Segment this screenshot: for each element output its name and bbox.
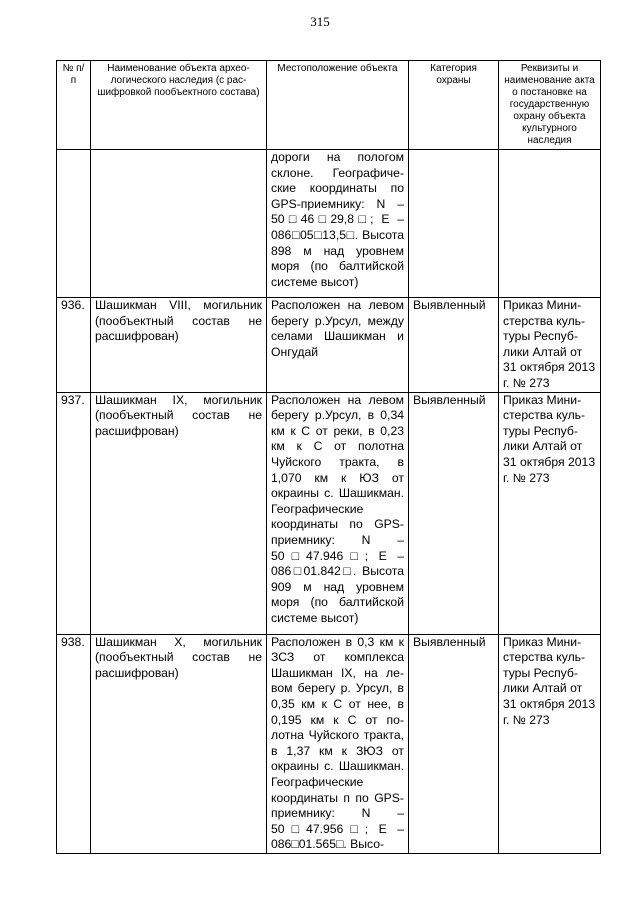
row-object-name: Шашикман X, могильник (пообъектный состав не расшифрован) <box>91 634 267 853</box>
row-act: Приказ Министерства культуры Республики Алтай от 31 октября 2013 г. № 273 <box>499 298 601 393</box>
header-object-name: Наименование объекта археологического наследия (с расшифровкой пообъектного состава) <box>91 61 267 150</box>
row-act: Приказ Министерства культуры Республики Алтай от 31 октября 2013 г. № 273 <box>499 392 601 634</box>
header-act: Реквизиты и наименование акта о постановке на государственную охрану объекта культурного наследия <box>499 61 601 150</box>
row-location: Расположен на левом берегу р.Урсул, между селами Шашикман и Онгудай <box>267 298 409 393</box>
row-num: 936. <box>57 298 91 393</box>
row-category: Выявленный <box>409 298 499 393</box>
header-num: № п/п <box>57 61 91 150</box>
row-object-name: Шашикман IX, могильник (пообъектный состав не расшифрован) <box>91 392 267 634</box>
header-location: Местоположение объекта <box>267 61 409 150</box>
row-object-name <box>91 150 267 298</box>
page-number: 315 <box>310 14 330 29</box>
row-object-name: Шашикман VIII, могильник (пообъектный состав не расшифрован) <box>91 298 267 393</box>
row-act: Приказ Министерства культуры Республики Алтай от 31 октября 2013 г. № 273 <box>499 634 601 853</box>
table-row <box>57 634 601 853</box>
row-category: Выявленный <box>409 634 499 853</box>
header-category: Категория охраны <box>409 61 499 150</box>
row-location: Расположен в 0,3 км к ЗСЗ от комплекса Шашикман IX, на левом берегу р. Урсул, в 0,35 км к С от нее, в 0,195 км к С от полотна Чуйского тракта, в 1,37 км к ЗЮЗ от окраины с. Шашикман. Географические координаты п по GPS-приемнику: N – 50□47.956□; E – 086□01.565□. Высо- <box>267 634 409 853</box>
table-header <box>57 61 601 150</box>
heritage-registry-table <box>56 60 601 854</box>
row-num <box>57 150 91 298</box>
row-num: 938. <box>57 634 91 853</box>
row-location: Расположен на левом берегу р.Урсул, в 0,34 км к С от реки, в 0,23 км к С от полотна Чуйского тракта, в 1,070 км к ЮЗ от окраины с. Шашикман. Географические координаты по GPS-приемнику: N – 50□47.946□; E – 086□01.842□. Высота 909 м над уровнем моря (по балтийской системе высот) <box>267 392 409 634</box>
table-row <box>57 392 601 634</box>
row-category: Выявленный <box>409 392 499 634</box>
row-category <box>409 150 499 298</box>
table-row <box>57 150 601 298</box>
row-act <box>499 150 601 298</box>
row-location: дороги на пологом склоне. Географические координаты по GPS-приемнику: N – 50□46□29,8□; E – 086□05□13,5□. Высота 898 м над уровнем моря (по балтийской системе высот) <box>267 150 409 298</box>
row-num: 937. <box>57 392 91 634</box>
table-row <box>57 298 601 393</box>
